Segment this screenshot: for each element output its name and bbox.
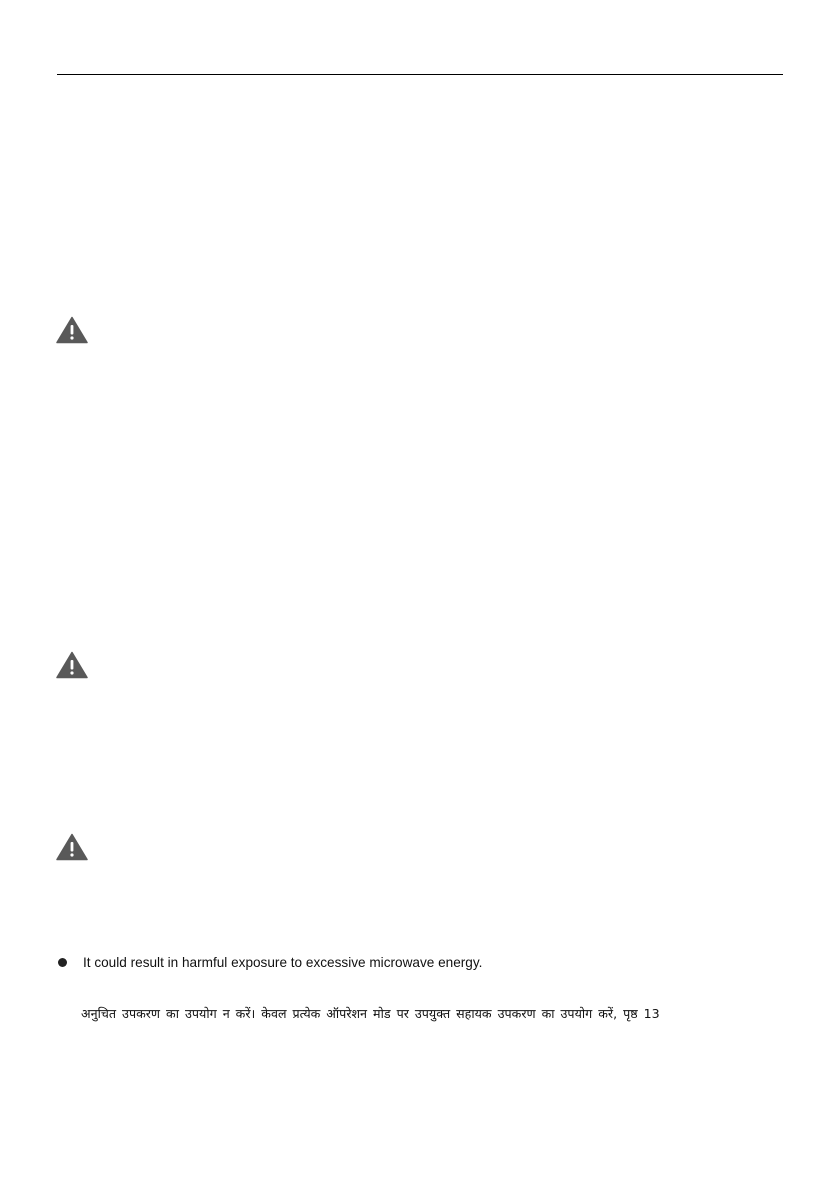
bullet-list-item xyxy=(58,952,482,972)
warning-triangle-icon xyxy=(56,316,88,344)
hindi-instruction: अनुचित उपकरण का उपयोग न करें। केवल प्रत्येक ऑपरेशन मोड पर उपयुक्त सहायक उपकरण का उपयोग करें, पृष्ठ 13 xyxy=(81,1006,660,1021)
bullet-dot-icon xyxy=(58,958,67,967)
bullet-text: It could result in harmful exposure to excessive microwave energy. xyxy=(83,954,483,970)
header-rule xyxy=(57,74,783,75)
warning-triangle-icon xyxy=(56,833,88,861)
warning-triangle-icon xyxy=(56,651,88,679)
